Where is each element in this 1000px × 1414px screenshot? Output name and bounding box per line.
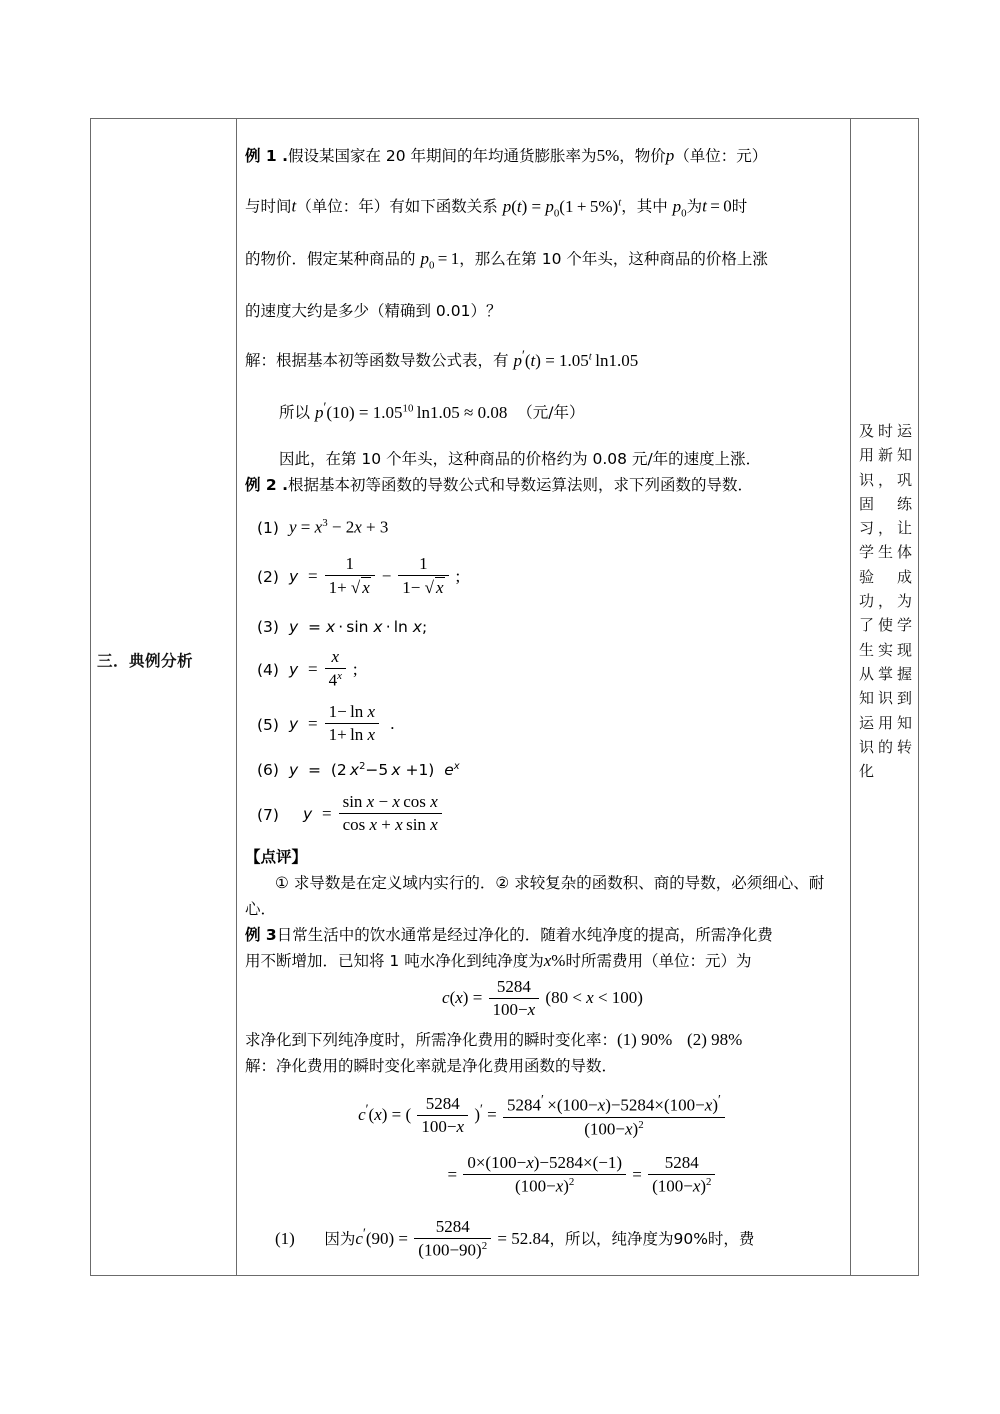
example3-line2-b: 时所需费用（单位：元）为 bbox=[565, 951, 752, 970]
comment-item1-text: 求导数是在定义域内实行的． bbox=[293, 873, 496, 892]
example2-item-1-formula: $y = x^3 - 2x + 3$ bbox=[289, 517, 389, 538]
example2-item-4-formula: y = $\frac{x}{4^x}$ ; bbox=[289, 646, 358, 690]
example1-rate: 5% bbox=[596, 146, 620, 165]
example1-line4: 的速度大约是多少（精确到 0.01）？ bbox=[245, 302, 502, 321]
example1-price-var: p bbox=[665, 146, 675, 165]
lesson-plan-table bbox=[90, 118, 919, 1276]
example2-prompt-line bbox=[245, 472, 840, 498]
example1-label: 例 1 . bbox=[245, 147, 288, 165]
comment-item2-mark: ② bbox=[495, 873, 510, 892]
example1-step2-line bbox=[245, 394, 840, 426]
example3-final-formula: c′(90) = $\frac{5284}{(100-90)^2}$ = 52.84 bbox=[355, 1217, 550, 1260]
example2-item-5-num: (5) bbox=[257, 715, 279, 734]
example1-solution-label: 解： bbox=[245, 352, 277, 371]
example2-item-2-formula: y = $\frac{1}{1+ √ x}$ − $\frac{1}{1- √ x}$ ; bbox=[289, 553, 461, 597]
example3-cost-formula: c(x) = $\frac{5284}{100-x}$ (80 < x < 100) bbox=[442, 976, 643, 1019]
content-column-cell bbox=[237, 119, 851, 1276]
stage-column-cell bbox=[91, 119, 237, 1276]
example2-item-5-formula: y = $\frac{\text{1− ln x}}{\text{1+ ln x}}$ . bbox=[289, 702, 395, 745]
example3-line2 bbox=[245, 948, 840, 974]
example3-solution-line bbox=[245, 1053, 840, 1079]
example2-item-4-num: (4) bbox=[257, 660, 279, 679]
example3-final-a: 因为 bbox=[324, 1229, 356, 1248]
note-column-cell bbox=[851, 119, 919, 1276]
example3-solution-text: 净化费用的瞬时变化率就是净化费用函数的导数． bbox=[276, 1056, 618, 1075]
table-row bbox=[91, 119, 919, 1276]
example1-line1-c: （单位：元） bbox=[674, 147, 768, 165]
example2-item-6-num: (6) bbox=[257, 760, 279, 779]
comment-body bbox=[245, 870, 840, 922]
example1-line1-a: 假设某国家在 20 年期间的年均通货膨胀率为 bbox=[287, 147, 597, 165]
example2-item-7-formula: y = $\frac{\text{sin x − x cos x}}{\text{cos x + x sin x}}$ bbox=[289, 793, 840, 836]
comment-item2-text: 求较复杂的函数积、商的导数，必须细心、耐心． bbox=[245, 873, 825, 918]
example1-step2-formula: $p'(10) = 1.05^{10}$ ln1.05 ≈ 0.08 bbox=[314, 399, 508, 422]
example2-prompt: 根据基本初等函数的导数公式和导数运算法则，求下列函数的导数． bbox=[287, 475, 753, 494]
example1-solution-text: 根据基本初等函数导数公式表，有 bbox=[276, 352, 509, 371]
example3-derivation-line2: = $\frac{0\times(100-x)-5284\times(-1)}{(100-x)^2}$ = $\frac{5284}{(100-x)^2}$ bbox=[245, 1154, 840, 1198]
example1-line2-b: （单位：年）有如下函数关系 bbox=[296, 197, 498, 216]
example3-question bbox=[245, 1027, 840, 1053]
example1-p0-eq: $p_0 = 1$ bbox=[420, 249, 460, 272]
example2-item-2-num: (2) bbox=[257, 567, 279, 586]
example3-final-line bbox=[245, 1218, 840, 1262]
example1-pt-formula: $p(t) = p_0(1 + 5\%)^t$ bbox=[502, 196, 622, 220]
example1-line2-a: 与时间 bbox=[245, 197, 292, 216]
list-item bbox=[245, 696, 840, 754]
example2-item-7-num: (7) bbox=[257, 805, 279, 824]
example3-line1 bbox=[245, 922, 840, 948]
stage-label: 三．典例分析 bbox=[97, 652, 194, 670]
example1-t-zero: t = 0 bbox=[702, 196, 732, 216]
example3-q1: (1) 90% bbox=[617, 1029, 673, 1049]
comment-item1-mark: ① bbox=[275, 873, 289, 892]
example2-label: 例 2 . bbox=[245, 475, 288, 494]
example3-question-text: 求净化到下列纯净度时，所需净化费用的瞬时变化率： bbox=[245, 1030, 618, 1049]
example1-line2-e: 时 bbox=[731, 197, 748, 216]
example1-solution-line bbox=[245, 342, 840, 374]
example3-line2-a: 用不断增加．已知将 1 吨水净化到纯净度为 bbox=[245, 951, 544, 970]
example1-conclusion: 因此，在第 10 个年头，这种商品的价格约为 0.08 元/年的速度上涨． bbox=[279, 449, 762, 468]
example1-line2-d: 为 bbox=[686, 197, 703, 216]
list-item bbox=[245, 786, 840, 844]
example3-q2: (2) 98% bbox=[687, 1029, 743, 1049]
list-item bbox=[245, 512, 840, 544]
example1-line3-b: ，那么在第 10 个年头，这种商品的价格上涨 bbox=[459, 250, 768, 269]
example3-final-num: (1) bbox=[275, 1228, 295, 1248]
list-item bbox=[245, 754, 840, 786]
content-body bbox=[237, 119, 850, 1262]
example1-line3-a: 的物价．假定某种商品的 bbox=[245, 250, 416, 269]
example1-line1-b: ，物价 bbox=[619, 147, 666, 165]
comment-title: 【点评】 bbox=[245, 847, 308, 866]
note-text: 及时运用新知识，巩固练习，让学生体验成功，为了使学生实现从掌握知识到运用知识的转化 bbox=[859, 422, 912, 781]
example1-line2-c: ，其中 bbox=[621, 197, 668, 216]
example3-line1-text: 日常生活中的饮水通常是经过净化的．随着水纯净度的提高，所需净化费 bbox=[276, 925, 773, 944]
example3-purity-var: x% bbox=[543, 950, 566, 970]
example3-label: 例 3 bbox=[245, 925, 277, 944]
example1-solution-formula: $p'(t) = 1.05^t$ ln1.05 bbox=[513, 347, 639, 371]
example1-line2 bbox=[245, 179, 840, 236]
example1-step2-label: 所以 bbox=[279, 403, 311, 422]
example2-item-list bbox=[245, 512, 840, 844]
list-item bbox=[245, 644, 840, 696]
example3-final-b: ，所以，纯净度为90%时，费 bbox=[549, 1229, 755, 1248]
example2-item-3-formula: y = x · sin x · ln x; bbox=[289, 617, 428, 636]
example2-item-6-formula: y = (2 $x^2-5$ x +1) $e^x$ bbox=[289, 760, 460, 779]
example3-solution-label: 解： bbox=[245, 1056, 277, 1075]
example3-derivation-line1: c′(x) = ( $\frac{5284}{100-x}$ )′ = $\frac{5284' \times(100-x)-5284\times(100-x)'}{(100-x)^2}$ bbox=[245, 1093, 840, 1140]
example1-p0: $p_0$ bbox=[672, 196, 687, 220]
list-item bbox=[245, 544, 840, 610]
example1-line3 bbox=[245, 236, 840, 288]
example1-time-var: t bbox=[291, 196, 297, 216]
list-item bbox=[245, 610, 840, 644]
example1-line1 bbox=[245, 133, 840, 179]
example2-item-3-num: (3) bbox=[257, 617, 279, 636]
example2-item-1-num: (1) bbox=[257, 518, 279, 537]
example1-step2-unit: （元/年） bbox=[517, 403, 585, 422]
